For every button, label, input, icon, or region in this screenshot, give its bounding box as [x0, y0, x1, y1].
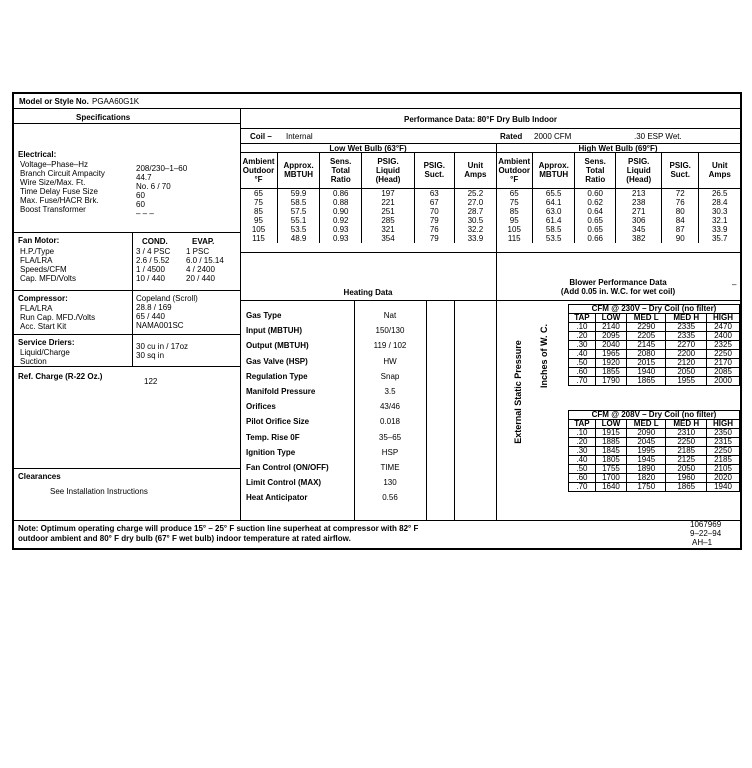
cell: 1915 — [595, 429, 626, 438]
cell: 2105 — [706, 465, 739, 474]
heating-labels — [246, 310, 329, 507]
fan-motor-title: Fan Motor: — [18, 236, 60, 245]
table-row — [240, 189, 496, 199]
cell: 61.4 — [533, 216, 575, 225]
cell: 2145 — [627, 341, 666, 350]
cell: 2050 — [666, 368, 707, 377]
cell: 2085 — [706, 368, 739, 377]
header-cell: Unit Amps — [454, 152, 496, 189]
cell: 0.65 — [574, 225, 616, 234]
cell: 1955 — [666, 377, 707, 386]
cell: 2050 — [666, 465, 707, 474]
cell: 2310 — [666, 429, 707, 438]
cell: 27.0 — [454, 198, 496, 207]
blower-col-header: LOW — [595, 420, 626, 429]
heating-label: Orifices — [246, 402, 276, 412]
cell: 1750 — [627, 483, 666, 492]
cell: 2090 — [627, 429, 666, 438]
cell: 55.1 — [278, 216, 320, 225]
heating-values — [356, 310, 424, 507]
table-row — [496, 189, 740, 199]
blower-230v-table — [568, 304, 740, 386]
cell: 0.65 — [574, 216, 616, 225]
cell: 382 — [616, 234, 662, 243]
ref-charge-value: 122 — [144, 377, 158, 386]
high-wet-title: High Wet Bulb (69°F) — [578, 144, 658, 153]
heating-value: HW — [383, 356, 397, 366]
cell: 1865 — [666, 483, 707, 492]
cell: 105 — [251, 225, 266, 234]
cell: 0.93 — [320, 225, 362, 234]
cell: 0.60 — [574, 189, 616, 199]
cell: 63.0 — [533, 207, 575, 216]
specs-title: Specifications — [76, 113, 131, 122]
table-row — [240, 216, 496, 225]
heating-label: Gas Valve (HSP) — [246, 356, 308, 366]
cell: 221 — [362, 198, 414, 207]
cell: 1790 — [595, 377, 626, 386]
cell: 271 — [616, 207, 662, 216]
cell: 28.4 — [699, 198, 740, 207]
cell: 58.5 — [278, 198, 320, 207]
header-cell: Approx. MBTUH — [278, 152, 320, 189]
blower-col-header: MED L — [627, 420, 666, 429]
heating-label: Temp. Rise 0F — [246, 432, 300, 442]
heating-label: Limit Control (MAX) — [246, 478, 322, 488]
cell: 2120 — [666, 359, 707, 368]
rated-label: Rated — [500, 132, 523, 141]
cell: 238 — [616, 198, 662, 207]
cell: 1865 — [627, 377, 666, 386]
cell: .30 — [569, 447, 596, 456]
table-row — [496, 216, 740, 225]
header-cell: Unit Amps — [699, 152, 740, 189]
cell: 2020 — [706, 474, 739, 483]
cell: 0.62 — [574, 198, 616, 207]
cell: 285 — [362, 216, 414, 225]
blower-col-header: MED L — [627, 314, 666, 323]
cell: 321 — [362, 225, 414, 234]
cell: 2350 — [706, 429, 739, 438]
header-cell: PSIG. Liquid (Head) — [362, 152, 414, 189]
doc-date: 9–22–94 — [690, 529, 722, 538]
cell: 35.7 — [699, 234, 740, 243]
cell: .10 — [569, 323, 596, 332]
blower-subtitle: (Add 0.05 in. W.C. for wet coil) — [560, 287, 676, 296]
cell: 306 — [616, 216, 662, 225]
blower-table-title: CFM @ 230V – Dry Coil (no filter) — [569, 305, 740, 314]
cell: 2140 — [595, 323, 626, 332]
heating-label: Regulation Type — [246, 371, 308, 381]
heating-title: Heating Data — [343, 288, 393, 297]
cell: 1640 — [595, 483, 626, 492]
cell: 75 — [254, 198, 263, 207]
cell: .60 — [569, 368, 596, 377]
table-row — [240, 198, 496, 207]
header-cell: PSIG. Liquid (Head) — [616, 152, 662, 189]
fan-cond-values: 3 / 4 PSC 2.6 / 5.52 1 / 4500 10 / 440 — [136, 247, 171, 283]
cell: 115 — [507, 234, 521, 243]
cell: 90 — [662, 234, 699, 243]
cell: 95 — [509, 216, 519, 225]
external-static-pressure-label: External Static Pressure — [513, 340, 523, 444]
cell: 58.5 — [533, 225, 575, 234]
cell: 80 — [662, 207, 699, 216]
cell: .60 — [569, 474, 596, 483]
table-row — [569, 483, 740, 492]
heating-value: 3.5 — [384, 386, 396, 396]
service-labels: Liquid/Charge Suction — [20, 348, 70, 366]
coil-value: Internal — [286, 132, 313, 141]
low-wet-table — [240, 152, 496, 243]
heating-value: 0.56 — [382, 493, 398, 503]
cell: 2250 — [666, 438, 707, 447]
cell: 251 — [362, 207, 414, 216]
note-line-1: Note: Optimum operating charge will produce 15° – 25° F suction line superheat at compressor with 82° F — [18, 524, 419, 533]
cell: 85 — [254, 207, 263, 216]
cell: 2185 — [706, 456, 739, 465]
cell: 79 — [414, 216, 454, 225]
cell: 2400 — [706, 332, 739, 341]
header-cell: PSIG. Suct. — [414, 152, 454, 189]
cell: 26.5 — [699, 189, 740, 199]
cell: .70 — [569, 377, 596, 386]
cell: 65 — [509, 189, 519, 198]
fan-evap-header: EVAP. — [192, 237, 215, 246]
cell: 75 — [509, 198, 519, 207]
cell: 2000 — [706, 377, 739, 386]
cell: 95 — [254, 216, 263, 225]
heating-label: Heat Anticipator — [246, 493, 308, 503]
cell: 84 — [662, 216, 699, 225]
cell: 2125 — [666, 456, 707, 465]
header-cell: Sens. Total Ratio — [574, 152, 616, 189]
cell: 1855 — [595, 368, 626, 377]
heating-value: 130 — [383, 478, 397, 488]
model-label: Model or Style No. — [19, 97, 89, 106]
cell: 65 — [254, 189, 263, 198]
cell: 53.5 — [533, 234, 575, 243]
heating-value: 0.018 — [379, 417, 401, 427]
cell: 1700 — [595, 474, 626, 483]
table-row — [569, 377, 740, 386]
cell: 1940 — [627, 368, 666, 377]
cell: 2250 — [706, 350, 739, 359]
cell: .50 — [569, 359, 596, 368]
perf-title: Performance Data: 80°F Dry Bulb Indoor — [404, 115, 558, 124]
table-row — [496, 198, 740, 207]
cell: 0.90 — [320, 207, 362, 216]
cell: 213 — [616, 189, 662, 199]
cell: 63 — [414, 189, 454, 199]
heating-label: Output (MBTUH) — [246, 341, 309, 351]
low-wet-title: Low Wet Bulb (63°F) — [329, 144, 407, 153]
heating-value: HSP — [381, 447, 399, 457]
heating-value: Snap — [380, 371, 400, 381]
cell: 72 — [662, 189, 699, 199]
cell: 2250 — [706, 447, 739, 456]
cell: 2325 — [706, 341, 739, 350]
blower-col-header: LOW — [595, 314, 626, 323]
cell: 67 — [414, 198, 454, 207]
doc-number: 1067969 — [690, 520, 722, 529]
cell: 85 — [509, 207, 519, 216]
compressor-title: Compressor: — [18, 294, 68, 303]
cell: 25.2 — [454, 189, 496, 199]
table-row — [240, 234, 496, 243]
cell: 354 — [362, 234, 414, 243]
rated-cfm: 2000 CFM — [534, 132, 572, 141]
cell: 1960 — [666, 474, 707, 483]
service-values: 30 cu in / 17oz 30 sq in — [136, 342, 189, 360]
cell: 59.9 — [278, 189, 320, 199]
heating-value: 119 / 102 — [373, 341, 407, 351]
cell: 70 — [414, 207, 454, 216]
blower-col-header: MED H — [666, 314, 707, 323]
electrical-labels: Voltage–Phase–Hz Branch Circuit Ampacity Wire Size/Max. Ft. Time Delay Fuse Size Max. Fuse/HACR Brk. Boost Transformer — [20, 160, 105, 214]
cell: .30 — [569, 341, 596, 350]
fan-cond-header: COND. — [142, 237, 168, 246]
blower-col-header: HIGH — [706, 314, 739, 323]
cell: 345 — [616, 225, 662, 234]
spec-sheet — [12, 92, 742, 550]
cell: .50 — [569, 465, 596, 474]
cell: 0.86 — [320, 189, 362, 199]
cell: 2205 — [627, 332, 666, 341]
cell: 2045 — [627, 438, 666, 447]
cell: 2335 — [666, 323, 707, 332]
electrical-values: 208/230–1–60 44.7 No. 6 / 70 60 60 – – – — [136, 164, 188, 218]
fan-evap-values: 1 PSC 6.0 / 15.14 4 / 2400 20 / 440 — [186, 247, 224, 283]
cell: 2335 — [666, 332, 707, 341]
cell: 2470 — [706, 323, 739, 332]
cell: 1965 — [595, 350, 626, 359]
cell: 1885 — [595, 438, 626, 447]
heating-value: TIME — [380, 462, 400, 472]
cell: .20 — [569, 332, 596, 341]
heating-label: Manifold Pressure — [246, 386, 316, 396]
table-row — [496, 234, 740, 243]
service-driers-title: Service Driers: — [18, 338, 75, 347]
cell: 1845 — [595, 447, 626, 456]
cell: 1920 — [595, 359, 626, 368]
cell: .40 — [569, 456, 596, 465]
cell: 1805 — [595, 456, 626, 465]
blower-208v-table — [568, 410, 740, 492]
compressor-labels: FLA/LRA Run Cap. MFD./Volts Acc. Start Kit — [20, 304, 96, 331]
cell: 1995 — [627, 447, 666, 456]
cell: 0.66 — [574, 234, 616, 243]
doc-sheet: AH–1 — [692, 538, 713, 547]
blower-title: Blower Performance Data — [569, 278, 667, 287]
cell: .70 — [569, 483, 596, 492]
rated-esp: .30 ESP Wet. — [634, 132, 682, 141]
heating-label: Pilot Orifice Size — [246, 417, 310, 427]
header-cell: Sens. Total Ratio — [320, 152, 362, 189]
table-row — [240, 207, 496, 216]
heating-label: Gas Type — [246, 311, 282, 320]
cell: 57.5 — [278, 207, 320, 216]
high-wet-table — [496, 152, 740, 243]
blower-dash: – — [732, 280, 737, 289]
cell: 64.1 — [533, 198, 575, 207]
cell: 1755 — [595, 465, 626, 474]
heating-value: 35–65 — [378, 432, 402, 442]
blower-col-header: TAP — [569, 420, 596, 429]
cell: 0.93 — [320, 234, 362, 243]
header-cell: Approx. MBTUH — [533, 152, 575, 189]
header-cell: PSIG. Suct. — [662, 152, 699, 189]
clearances-text: See Installation Instructions — [50, 487, 148, 496]
cell: 105 — [507, 225, 521, 234]
ref-charge-label: Ref. Charge (R-22 Oz.) — [18, 372, 103, 381]
table-row — [240, 225, 496, 234]
cell: 79 — [414, 234, 454, 243]
blower-col-header: TAP — [569, 314, 596, 323]
cell: 28.7 — [454, 207, 496, 216]
clearances-title: Clearances — [18, 472, 61, 481]
cell: 0.88 — [320, 198, 362, 207]
blower-table-title: CFM @ 208V – Dry Coil (no filter) — [569, 411, 740, 420]
cell: 87 — [662, 225, 699, 234]
cell: .10 — [569, 429, 596, 438]
cell: 2315 — [706, 438, 739, 447]
cell: 2270 — [666, 341, 707, 350]
inches-wc-label: Inches of W. C. — [539, 323, 549, 389]
cell: 115 — [252, 234, 265, 243]
cell: 1945 — [627, 456, 666, 465]
cell: 32.1 — [699, 216, 740, 225]
cell: 197 — [362, 189, 414, 199]
cell: .20 — [569, 438, 596, 447]
model-value: PGAA60G1K — [92, 97, 140, 106]
table-row — [496, 207, 740, 216]
cell: 1890 — [627, 465, 666, 474]
cell: 2015 — [627, 359, 666, 368]
cell: 1820 — [627, 474, 666, 483]
heating-label: Fan Control (ON/OFF) — [246, 462, 329, 472]
blower-col-header: HIGH — [706, 420, 739, 429]
header-cell: Ambient Outdoor °F — [240, 152, 278, 189]
cell: 0.64 — [574, 207, 616, 216]
cell: 2200 — [666, 350, 707, 359]
blower-col-header: MED H — [666, 420, 707, 429]
coil-label: Coil – — [250, 132, 272, 141]
cell: 0.92 — [320, 216, 362, 225]
cell: 30.5 — [454, 216, 496, 225]
heating-label: Ignition Type — [246, 447, 296, 457]
compressor-values: Copeland (Scroll) 28.8 / 169 65 / 440 NAMA001SC — [136, 294, 198, 330]
cell: 53.5 — [278, 225, 320, 234]
heating-value: Nat — [383, 311, 397, 320]
heating-label: Input (MBTUH) — [246, 326, 302, 336]
cell: 33.9 — [699, 225, 740, 234]
cell: 32.2 — [454, 225, 496, 234]
cell: 48.9 — [278, 234, 320, 243]
cell: 76 — [662, 198, 699, 207]
cell: 33.9 — [454, 234, 496, 243]
cell: 2080 — [627, 350, 666, 359]
cell: 30.3 — [699, 207, 740, 216]
cell: 2185 — [666, 447, 707, 456]
cell: 65.5 — [533, 189, 575, 199]
heating-value: 43/46 — [379, 402, 401, 412]
table-row — [496, 225, 740, 234]
heating-value: 150/130 — [375, 326, 405, 336]
cell: 1940 — [706, 483, 739, 492]
cell: .40 — [569, 350, 596, 359]
cell: 2040 — [595, 341, 626, 350]
cell: 2170 — [706, 359, 739, 368]
cell: 2095 — [595, 332, 626, 341]
cell: 76 — [414, 225, 454, 234]
note-line-2: outdoor ambient and 80° F dry bulb (67° F wet bulb) indoor temperature at rated airflow. — [18, 534, 351, 543]
electrical-title: Electrical: — [18, 150, 57, 159]
cell: 2290 — [627, 323, 666, 332]
fan-motor-labels: H.P./Type FLA/LRA Speeds/CFM Cap. MFD/Volts — [20, 247, 77, 283]
footer-ref — [690, 520, 721, 547]
header-cell: Ambient Outdoor °F — [496, 152, 533, 189]
